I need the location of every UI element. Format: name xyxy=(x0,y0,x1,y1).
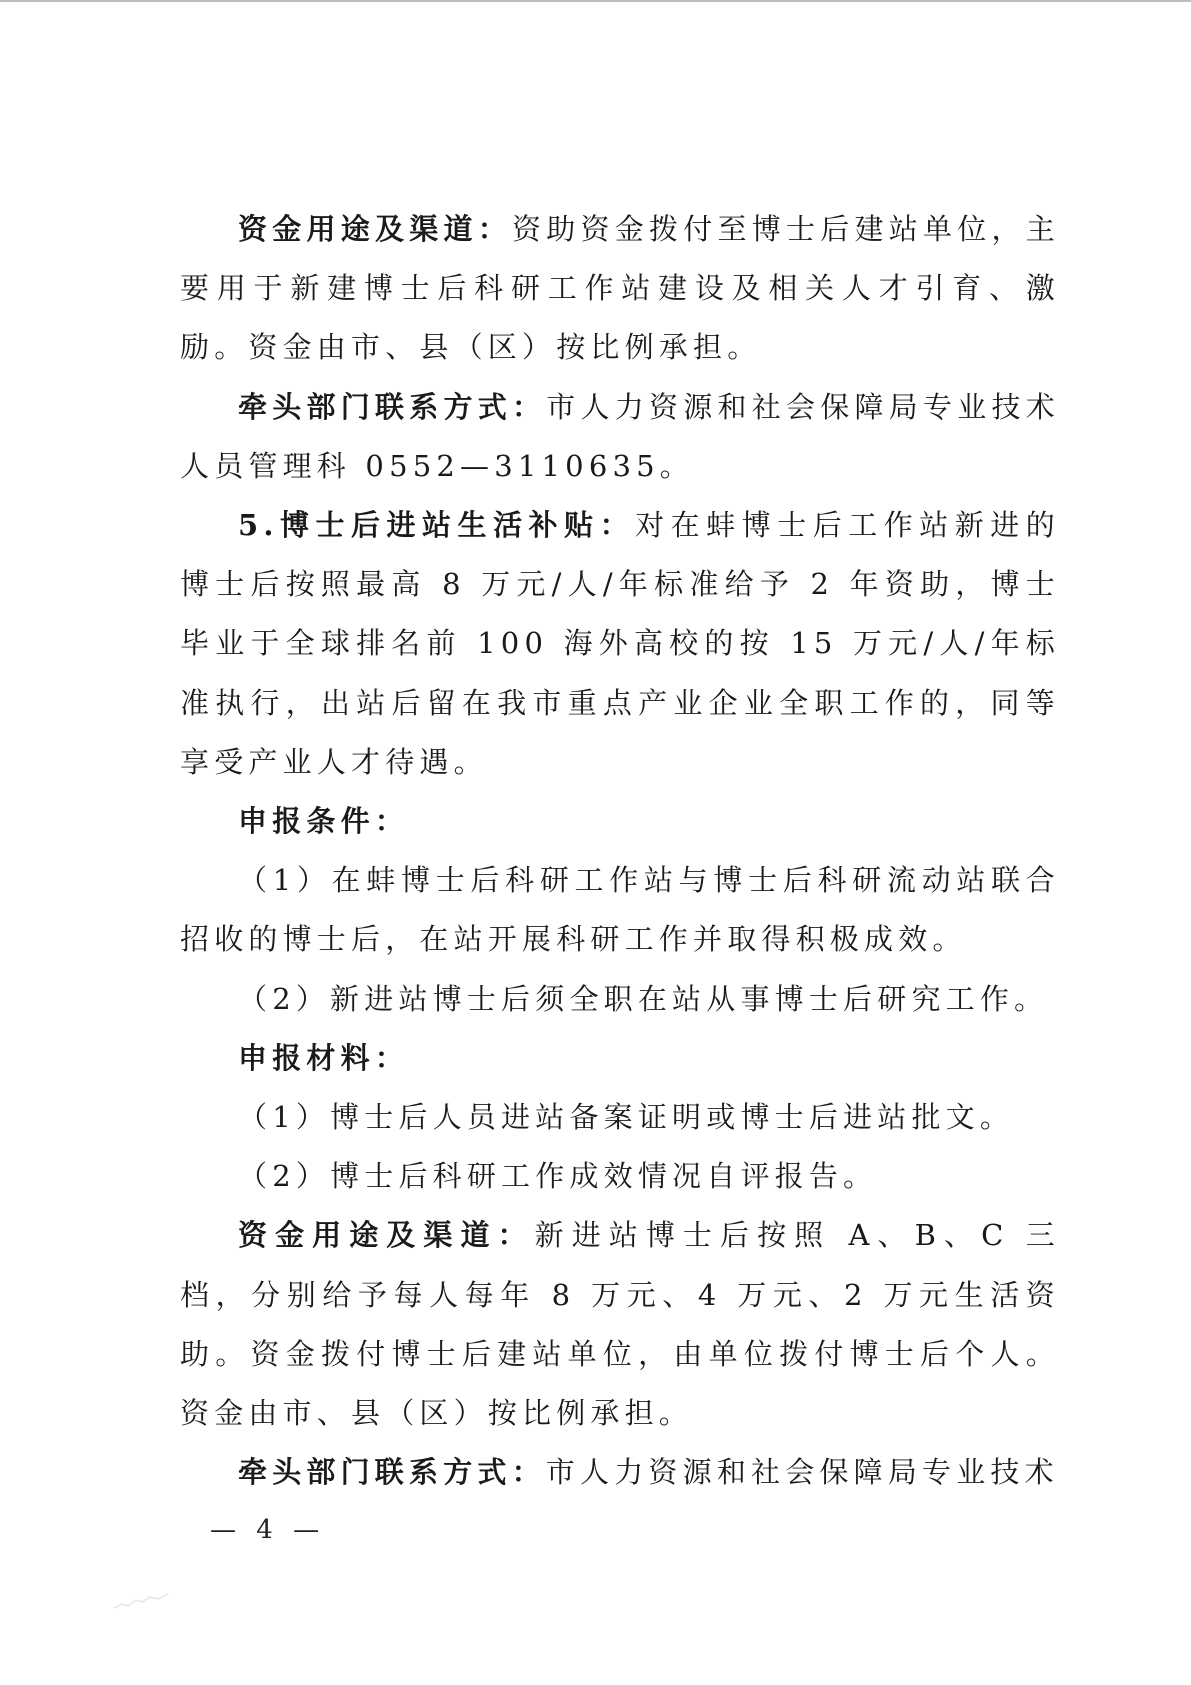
paragraph-text: 新进站博士后按照 A、B、C 三档，分别给予每人每年 8 万元、4 万元、2 万元生活资助。资金拨付博士后建站单位，由单位拨付博士后个人。资金由市、县（区）按比例承担。 xyxy=(180,1218,1060,1431)
paragraph-lead: 资金用途及渠道： xyxy=(238,212,513,246)
material-item-1 xyxy=(180,1088,1060,1147)
document-body xyxy=(180,200,1060,1502)
paragraph-text: （1）博士后人员进站备案证明或博士后进站批文。 xyxy=(238,1100,1015,1135)
paragraph-fund-usage-2 xyxy=(180,1206,1060,1443)
section-heading-conditions xyxy=(180,792,1060,851)
scan-top-edge xyxy=(0,0,1191,2)
condition-item-2 xyxy=(180,970,1060,1029)
page-number: — 4 — xyxy=(210,1515,326,1545)
paragraph-text: 资助资金拨付至博士后建站单位，主要用于新建博士后科研工作站建设及相关人才引育、激励。资金由市、县（区）按比例承担。 xyxy=(180,212,1060,365)
section-heading-materials xyxy=(180,1029,1060,1088)
paragraph-fund-usage xyxy=(180,200,1060,378)
paragraph-text: （1）在蚌博士后科研工作站与博士后科研流动站联合招收的博士后，在站开展科研工作并取得积极成效。 xyxy=(180,863,1060,957)
paragraph-text: 市人力资源和社会保障局专业技术人员管理科 0552—3110635。 xyxy=(180,389,1060,483)
paragraph-text: 对在蚌博士后工作站新进的博士后按照最高 8 万元/人/年标准给予 2 年资助，博士毕业于全球排名前 100 海外高校的按 15 万元/人/年标准执行，出站后留在我市重点产业企业全职工作的，同等享受产业人才待遇。 xyxy=(180,508,1060,779)
paragraph-text: 市人力资源和社会保障局专业技术 xyxy=(545,1455,1059,1490)
paragraph-postdoc-subsidy xyxy=(180,496,1060,792)
paragraph-lead: 牵头部门联系方式： xyxy=(238,389,547,424)
paragraph-lead: 申报条件： xyxy=(238,804,410,839)
material-item-2 xyxy=(180,1147,1060,1206)
condition-item-1 xyxy=(180,851,1060,969)
paragraph-contact xyxy=(180,378,1060,496)
scan-smudge-mark xyxy=(112,1590,172,1612)
paragraph-contact-2 xyxy=(180,1443,1060,1502)
paragraph-lead: 牵头部门联系方式： xyxy=(238,1455,546,1490)
paragraph-lead: 资金用途及渠道： xyxy=(238,1218,535,1253)
paragraph-lead: 申报材料： xyxy=(238,1040,410,1075)
paragraph-text: （2）新进站博士后须全职在站从事博士后研究工作。 xyxy=(238,981,1049,1016)
paragraph-text: （2）博士后科研工作成效情况自评报告。 xyxy=(238,1159,878,1194)
paragraph-lead: 5.博士后进站生活补贴： xyxy=(238,508,636,543)
